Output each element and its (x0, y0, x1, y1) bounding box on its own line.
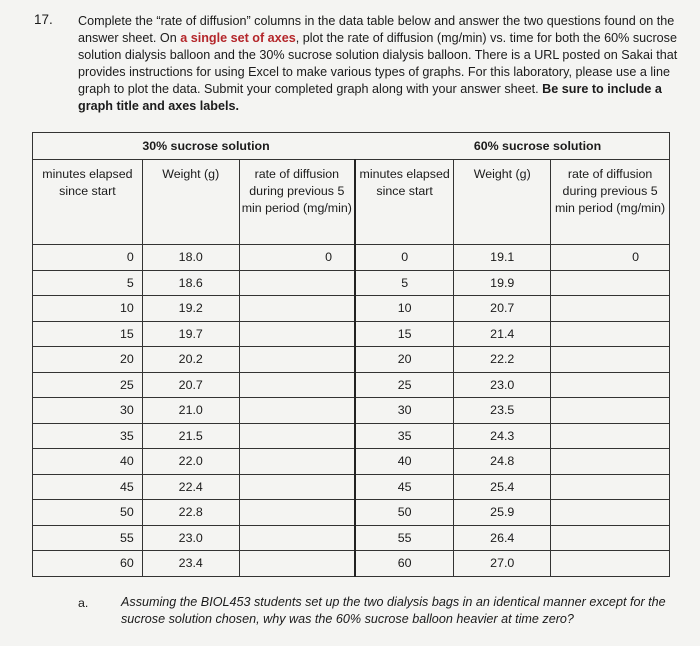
group-30-label (142, 133, 355, 160)
table-row (33, 449, 670, 475)
table-row (33, 372, 670, 398)
table-row (33, 525, 670, 551)
rate-60-cell[interactable] (551, 398, 670, 424)
weight-60-cell[interactable]: 19.9 (454, 270, 551, 296)
minutes-60-cell[interactable]: 5 (355, 270, 454, 296)
weight-30-cell[interactable]: 19.7 (142, 321, 239, 347)
header-weight-30: Weight (g) (142, 160, 239, 245)
weight-30-cell[interactable]: 18.0 (142, 245, 239, 271)
rate-30-cell[interactable] (239, 449, 355, 475)
rate-30-cell[interactable] (239, 372, 355, 398)
weight-60-cell[interactable]: 20.7 (454, 296, 551, 322)
rate-60-cell[interactable] (551, 474, 670, 500)
rate-30-cell[interactable] (239, 398, 355, 424)
weight-60-cell[interactable]: 23.0 (454, 372, 551, 398)
table-row (33, 245, 670, 271)
weight-60-cell[interactable]: 25.4 (454, 474, 551, 500)
weight-60-cell[interactable]: 26.4 (454, 525, 551, 551)
weight-60-cell[interactable]: 27.0 (454, 551, 551, 577)
minutes-30-cell[interactable]: 40 (33, 449, 143, 475)
rate-30-cell[interactable] (239, 270, 355, 296)
minutes-30-cell[interactable]: 55 (33, 525, 143, 551)
rate-60-cell[interactable] (551, 423, 670, 449)
weight-30-cell[interactable]: 21.5 (142, 423, 239, 449)
question-bold-instruction: Be sure to include a graph title and axes labels. (78, 82, 662, 113)
rate-60-cell[interactable] (551, 372, 670, 398)
minutes-60-cell[interactable]: 40 (355, 449, 454, 475)
question-text (78, 13, 678, 115)
table-row (33, 296, 670, 322)
rate-30-cell[interactable]: 0 (239, 245, 355, 271)
minutes-30-cell[interactable]: 10 (33, 296, 143, 322)
weight-30-cell[interactable]: 18.6 (142, 270, 239, 296)
minutes-60-cell[interactable]: 20 (355, 347, 454, 373)
minutes-60-cell[interactable]: 55 (355, 525, 454, 551)
weight-30-cell[interactable]: 22.0 (142, 449, 239, 475)
subquestion-label: a. (78, 596, 89, 610)
table-row (33, 500, 670, 526)
rate-60-cell[interactable] (551, 347, 670, 373)
table-row (33, 551, 670, 577)
weight-60-cell[interactable]: 19.1 (454, 245, 551, 271)
question-text-part2: , plot the rate of diffusion (mg/min) vs. time for both the 60% sucrose solution dialysis balloon and the 30% sucrose solution dialysis balloon. There is a URL posted on Sakai that provides instructions for using Excel to make various types of graphs. For this laboratory, please use a line graph to plot the data. Submit your completed graph along with your answer sheet. (78, 31, 678, 96)
weight-60-cell[interactable]: 22.2 (454, 347, 551, 373)
rate-60-cell[interactable] (551, 551, 670, 577)
group-60-text: 60% sucrose solution (473, 139, 602, 153)
minutes-30-cell[interactable]: 0 (33, 245, 143, 271)
minutes-30-cell[interactable]: 45 (33, 474, 143, 500)
rate-30-cell[interactable] (239, 423, 355, 449)
rate-30-cell[interactable] (239, 525, 355, 551)
table-row (33, 423, 670, 449)
group-30-text: 30% sucrose solution (142, 139, 270, 153)
minutes-30-cell[interactable]: 35 (33, 423, 143, 449)
minutes-30-cell[interactable]: 60 (33, 551, 143, 577)
weight-60-cell[interactable]: 23.5 (454, 398, 551, 424)
table-row (33, 321, 670, 347)
minutes-60-cell[interactable]: 25 (355, 372, 454, 398)
group-60-label (454, 133, 670, 160)
weight-30-cell[interactable]: 20.7 (142, 372, 239, 398)
minutes-60-cell[interactable]: 50 (355, 500, 454, 526)
column-header-row (33, 160, 670, 245)
minutes-60-cell[interactable]: 30 (355, 398, 454, 424)
table-row (33, 474, 670, 500)
minutes-60-cell[interactable]: 0 (355, 245, 454, 271)
rate-30-cell[interactable] (239, 347, 355, 373)
minutes-60-cell[interactable]: 45 (355, 474, 454, 500)
header-rate-30: rate of diffusion during previous 5 min period (mg/min) (239, 160, 355, 245)
weight-30-cell[interactable]: 22.4 (142, 474, 239, 500)
weight-30-cell[interactable]: 19.2 (142, 296, 239, 322)
rate-30-cell[interactable] (239, 474, 355, 500)
weight-60-cell[interactable]: 24.3 (454, 423, 551, 449)
minutes-30-cell[interactable]: 5 (33, 270, 143, 296)
rate-60-cell[interactable] (551, 525, 670, 551)
weight-30-cell[interactable]: 23.0 (142, 525, 239, 551)
rate-60-cell[interactable]: 0 (551, 245, 670, 271)
minutes-60-cell[interactable]: 35 (355, 423, 454, 449)
minutes-60-cell[interactable]: 60 (355, 551, 454, 577)
rate-30-cell[interactable] (239, 321, 355, 347)
diffusion-data-table (32, 132, 670, 577)
group-header-row (33, 133, 670, 160)
rate-30-cell[interactable] (239, 500, 355, 526)
weight-30-cell[interactable]: 20.2 (142, 347, 239, 373)
minutes-60-cell[interactable]: 15 (355, 321, 454, 347)
minutes-30-cell[interactable]: 25 (33, 372, 143, 398)
table-row (33, 347, 670, 373)
subquestion-text: Assuming the BIOL453 students set up the two dialysis bags in an identical manner except for the sucrose solution chosen, why was the 60% sucrose balloon heavier at time zero? (121, 595, 666, 626)
table-row (33, 270, 670, 296)
question-number: 17. (34, 12, 53, 27)
rate-60-cell[interactable] (551, 296, 670, 322)
header-minutes-60: minutes elapsed since start (355, 160, 454, 245)
minutes-30-cell[interactable]: 20 (33, 347, 143, 373)
rate-60-cell[interactable] (551, 449, 670, 475)
weight-60-cell[interactable]: 21.4 (454, 321, 551, 347)
minutes-30-cell[interactable]: 15 (33, 321, 143, 347)
rate-60-cell[interactable] (551, 270, 670, 296)
question-text-part1: Complete the “rate of diffusion” columns in the data table below and answer the two questions found on the answer sheet. On (78, 14, 675, 45)
header-minutes-30: minutes elapsed since start (33, 160, 143, 245)
header-weight-60: Weight (g) (454, 160, 551, 245)
weight-30-cell[interactable]: 22.8 (142, 500, 239, 526)
minutes-30-cell[interactable]: 30 (33, 398, 143, 424)
minutes-60-cell[interactable]: 10 (355, 296, 454, 322)
table-body (33, 245, 670, 577)
weight-30-cell[interactable]: 23.4 (142, 551, 239, 577)
minutes-30-cell[interactable]: 50 (33, 500, 143, 526)
rate-30-cell[interactable] (239, 296, 355, 322)
rate-60-cell[interactable] (551, 500, 670, 526)
header-rate-60: rate of diffusion during previous 5 min period (mg/min) (551, 160, 670, 245)
question-highlight: a single set of axes (180, 31, 296, 45)
rate-30-cell[interactable] (239, 551, 355, 577)
rate-60-cell[interactable] (551, 321, 670, 347)
weight-60-cell[interactable]: 25.9 (454, 500, 551, 526)
weight-60-cell[interactable]: 24.8 (454, 449, 551, 475)
table-row (33, 398, 670, 424)
weight-30-cell[interactable]: 21.0 (142, 398, 239, 424)
